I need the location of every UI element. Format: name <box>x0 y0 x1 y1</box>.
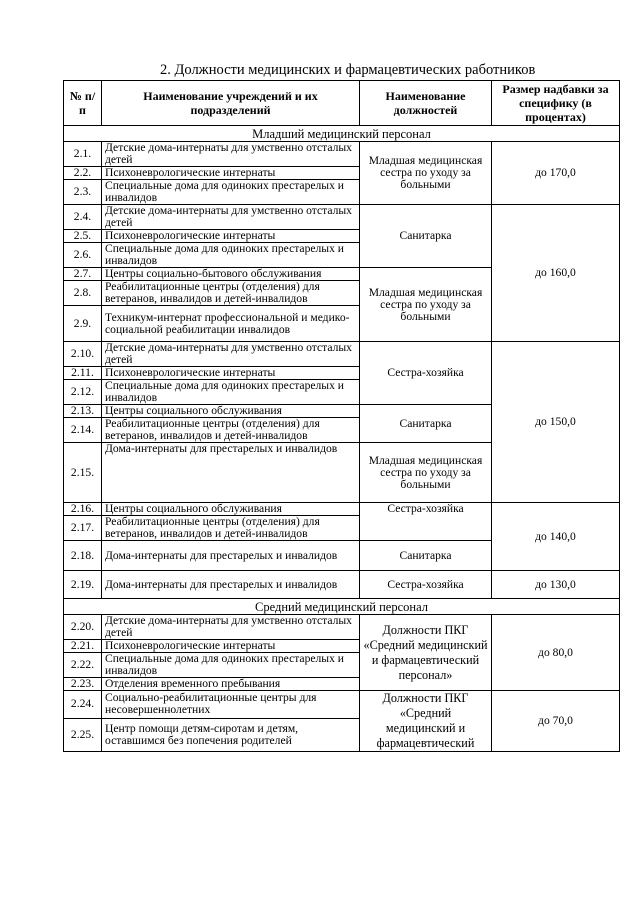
institution-cell: Психоневрологические интернаты <box>102 367 360 380</box>
position-cell: Сестра-хозяйка <box>360 503 492 541</box>
row-number: 2.7. <box>64 268 102 281</box>
institution-cell: Специальные дома для одиноких престарелых и инвалидов <box>102 180 360 205</box>
institution-cell: Специальные дома для одиноких престарелых и инвалидов <box>102 380 360 405</box>
percent-cell: до 160,0 <box>492 205 620 342</box>
row-number: 2.1. <box>64 142 102 167</box>
row-number: 2.22. <box>64 653 102 678</box>
table-row <box>64 503 620 516</box>
institution-cell: Реабилитационные центры (отделения) для ветеранов, инвалидов и детей-инвалидов <box>102 281 360 306</box>
institution-cell: Детские дома-интернаты для умственно отсталых детей <box>102 615 360 640</box>
header-percent: Размер надбавки за специфику (в процентах) <box>492 81 620 126</box>
position-cell <box>360 691 492 752</box>
position-cell: Младшая медицинская сестра по уходу за больными <box>360 142 492 205</box>
table-row <box>64 691 620 719</box>
percent-cell: до 70,0 <box>492 691 620 752</box>
row-number: 2.13. <box>64 405 102 418</box>
row-number: 2.21. <box>64 640 102 653</box>
table-row <box>64 342 620 367</box>
row-number: 2.5. <box>64 230 102 243</box>
row-number: 2.12. <box>64 380 102 405</box>
row-number: 2.2. <box>64 167 102 180</box>
position-line: Должности ПКГ <box>382 691 469 705</box>
institution-cell: Детские дома-интернаты для умственно отсталых детей <box>102 205 360 230</box>
institution-cell: Психоневрологические интернаты <box>102 230 360 243</box>
row-number: 2.23. <box>64 678 102 691</box>
section-junior: Младший медицинский персонал <box>64 126 620 142</box>
position-line: фармацевтический <box>376 736 475 750</box>
row-number: 2.3. <box>64 180 102 205</box>
institution-cell: Отделения временного пребывания <box>102 678 360 691</box>
table-row <box>64 571 620 599</box>
row-number: 2.4. <box>64 205 102 230</box>
row-number: 2.24. <box>64 691 102 719</box>
section-row-junior <box>64 126 620 142</box>
header-institution: Наименование учреждений и их подразделений <box>102 81 360 126</box>
table-row <box>64 615 620 640</box>
row-number: 2.15. <box>64 443 102 503</box>
institution-cell: Дома-интернаты для престарелых и инвалидов <box>102 541 360 571</box>
row-number: 2.19. <box>64 571 102 599</box>
row-number: 2.8. <box>64 281 102 306</box>
row-number: 2.17. <box>64 516 102 541</box>
row-number: 2.14. <box>64 418 102 443</box>
positions-table <box>63 80 620 752</box>
institution-cell: Психоневрологические интернаты <box>102 640 360 653</box>
position-line: медицинский и <box>385 721 466 735</box>
institution-cell: Техникум-интернат профессиональной и медико-социальной реабилитации инвалидов <box>102 306 360 342</box>
row-number: 2.11. <box>64 367 102 380</box>
row-number: 2.20. <box>64 615 102 640</box>
row-number: 2.10. <box>64 342 102 367</box>
row-number: 2.16. <box>64 503 102 516</box>
section-middle: Средний медицинский персонал <box>64 599 620 615</box>
section-row-middle <box>64 599 620 615</box>
position-cell: Сестра-хозяйка <box>360 342 492 405</box>
institution-cell: Детские дома-интернаты для умственно отсталых детей <box>102 342 360 367</box>
table-header-row <box>64 81 620 126</box>
institution-cell: Центр помощи детям-сиротам и детям, оставшимся без попечения родителей <box>102 718 360 751</box>
row-number: 2.18. <box>64 541 102 571</box>
table-row <box>64 142 620 167</box>
institution-cell: Специальные дома для одиноких престарелых и инвалидов <box>102 243 360 268</box>
percent-cell: до 150,0 <box>492 342 620 503</box>
row-number: 2.25. <box>64 718 102 751</box>
row-number: 2.6. <box>64 243 102 268</box>
percent-cell: до 140,0 <box>492 503 620 571</box>
position-cell: Санитарка <box>360 405 492 443</box>
percent-cell: до 170,0 <box>492 142 620 205</box>
header-num: № п/п <box>64 81 102 126</box>
institution-cell: Реабилитационные центры (отделения) для ветеранов, инвалидов и детей-инвалидов <box>102 516 360 541</box>
institution-cell: Детские дома-интернаты для умственно отсталых детей <box>102 142 360 167</box>
position-cell: Санитарка <box>360 205 492 268</box>
institution-cell: Центры социально-бытового обслуживания <box>102 268 360 281</box>
percent-cell: до 80,0 <box>492 615 620 691</box>
institution-cell: Дома-интернаты для престарелых и инвалидов <box>102 443 360 503</box>
section-title: 2. Должности медицинских и фармацевтических работников <box>160 62 536 78</box>
position-cell: Младшая медицинская сестра по уходу за больными <box>360 268 492 342</box>
institution-cell: Реабилитационные центры (отделения) для ветеранов, инвалидов и детей-инвалидов <box>102 418 360 443</box>
position-cell: Санитарка <box>360 541 492 571</box>
institution-cell: Центры социального обслуживания <box>102 405 360 418</box>
institution-cell: Психоневрологические интернаты <box>102 167 360 180</box>
percent-cell: до 130,0 <box>492 571 620 599</box>
header-position: Наименование должностей <box>360 81 492 126</box>
institution-cell: Социально-реабилитационные центры для несовершеннолетних <box>102 691 360 719</box>
institution-cell: Центры социального обслуживания <box>102 503 360 516</box>
table-row <box>64 205 620 230</box>
position-cell: Младшая медицинская сестра по уходу за больными <box>360 443 492 503</box>
position-cell: Сестра-хозяйка <box>360 571 492 599</box>
row-number: 2.9. <box>64 306 102 342</box>
position-cell: Должности ПКГ «Средний медицинский и фармацевтический персонал» <box>360 615 492 691</box>
institution-cell: Дома-интернаты для престарелых и инвалидов <box>102 571 360 599</box>
position-line: «Средний <box>399 706 452 720</box>
institution-cell: Специальные дома для одиноких престарелых и инвалидов <box>102 653 360 678</box>
